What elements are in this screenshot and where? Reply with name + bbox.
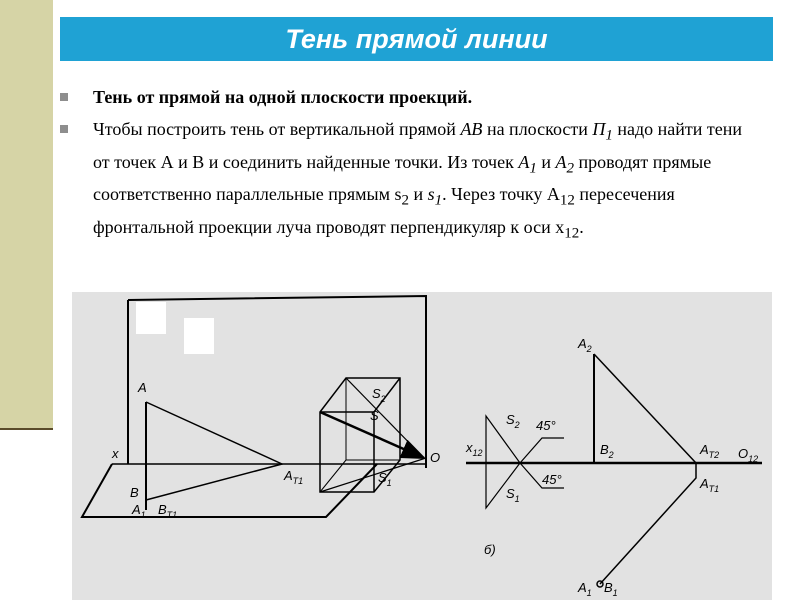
label-s1: $S_1$ <box>378 470 392 488</box>
label-s1-right: $S_1$ <box>506 486 520 504</box>
label-at1-right: $A_{T1}$ <box>700 476 720 494</box>
title-bar <box>60 17 773 61</box>
label-a2: $A_2$ <box>578 336 592 354</box>
label-x: x <box>112 446 119 461</box>
label-a1-right: $A_1$ <box>578 580 592 598</box>
ray-a1 <box>600 463 696 584</box>
ray-cube <box>320 378 400 492</box>
label-b: B <box>130 485 139 500</box>
label-at2: $A_{T2}$ <box>700 442 720 460</box>
label-bt1: $B_{T1}$ <box>158 502 178 520</box>
bullet-item-2 <box>60 116 760 246</box>
label-a: A <box>138 380 147 395</box>
construction-drawing <box>72 292 772 600</box>
label-at1: $A_{T1}$ <box>284 468 304 486</box>
slide-title: Тень прямой линии <box>285 23 548 54</box>
label-o12: $O_{12}$ <box>738 446 759 464</box>
label-o: O <box>430 450 441 465</box>
horizontal-plane <box>82 464 377 517</box>
bullet-2-text: Чтобы построить тень от вертикальной прямой AB на плоскости $П_1$ надо найти тени от точек А и В и соединить найденные точки. Из точек $A_1$ и $A_2$ проводят прямые соответственно параллельные прямым $s_2$ и $s_1$. Через точку $А_{12}$ пересечения фронтальной проекции луча проводят перпендикуляр к оси $х_{12}$. <box>93 119 743 242</box>
white-patch <box>136 302 166 334</box>
ray-a2 <box>594 354 696 463</box>
label-s: S <box>370 408 379 423</box>
label-b1-right: $B_1$ <box>604 580 618 598</box>
figure-caption: б) <box>484 542 496 557</box>
label-a1: $A_1$ <box>132 502 146 520</box>
vertical-plane <box>128 296 426 468</box>
bullet-list <box>60 84 760 246</box>
ray-s1 <box>320 458 426 492</box>
bullet-1-text: Тень от прямой на одной плоскости проекций. <box>93 87 473 107</box>
label-s2-right: $S_2$ <box>506 412 520 430</box>
shadow-triangle <box>146 402 282 500</box>
bullet-square-icon <box>60 125 68 133</box>
construction-figure <box>72 292 772 600</box>
left-decor-line <box>0 428 53 430</box>
bullet-square-icon <box>60 93 68 101</box>
label-x12: $x_{12}$ <box>466 440 483 458</box>
label-s2: $S_2$ <box>372 386 386 404</box>
bullet-item-1 <box>60 84 760 110</box>
label-angle-top: 45° <box>536 418 556 433</box>
label-angle-bottom: 45° <box>542 472 562 487</box>
ray-s2 <box>346 378 424 458</box>
label-b2: $B_2$ <box>600 442 614 460</box>
white-patch <box>184 318 214 354</box>
left-decor-bar <box>0 0 53 428</box>
